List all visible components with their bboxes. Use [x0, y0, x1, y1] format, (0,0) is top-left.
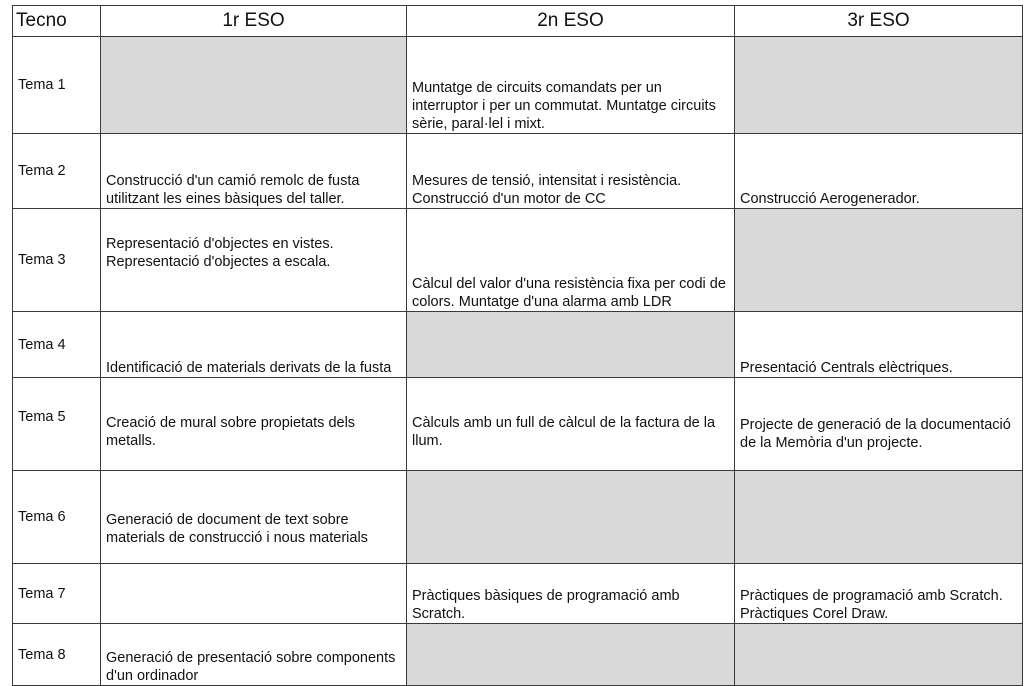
table-row [13, 209, 1023, 312]
table-cell: Presentació Centrals elèctriques. [735, 312, 1023, 378]
table-row [13, 624, 1023, 686]
row-label: Tema 6 [13, 471, 101, 564]
table-row [13, 564, 1023, 624]
table-cell: Mesures de tensió, intensitat i resistència. Construcció d'un motor de CC [407, 134, 735, 209]
row-label: Tema 8 [13, 624, 101, 686]
curriculum-table [12, 5, 1023, 686]
table-row [13, 37, 1023, 134]
row-label: Tema 7 [13, 564, 101, 624]
header-row [13, 6, 1023, 37]
table-row [13, 471, 1023, 564]
table-cell [735, 624, 1023, 686]
table-cell [735, 37, 1023, 134]
table-cell: Càlculs amb un full de càlcul de la factura de la llum. [407, 378, 735, 471]
table-cell [735, 471, 1023, 564]
column-header-1r-eso: 1r ESO [101, 6, 407, 37]
table-row [13, 312, 1023, 378]
table-cell: Projecte de generació de la documentació de la Memòria d'un projecte. [735, 378, 1023, 471]
table-cell: Generació de document de text sobre materials de construcció i nous materials [101, 471, 407, 564]
row-label: Tema 5 [13, 378, 101, 471]
table-cell [407, 471, 735, 564]
table-cell: Identificació de materials derivats de la fusta [101, 312, 407, 378]
table-cell [735, 209, 1023, 312]
table-cell: Representació d'objectes en vistes. Representació d'objectes a escala. [101, 209, 407, 312]
table-cell: Construcció d'un camió remolc de fusta utilitzant les eines bàsiques del taller. [101, 134, 407, 209]
table-row [13, 134, 1023, 209]
table-cell: Muntatge de circuits comandats per un interruptor i per un commutat. Muntatge circuits sèrie, paral·lel i mixt. [407, 37, 735, 134]
column-header-3r-eso: 3r ESO [735, 6, 1023, 37]
table-cell [407, 312, 735, 378]
table-row [13, 378, 1023, 471]
table-cell: Creació de mural sobre propietats dels metalls. [101, 378, 407, 471]
corner-label: Tecno [13, 6, 101, 37]
column-header-2n-eso: 2n ESO [407, 6, 735, 37]
table-cell: Pràctiques bàsiques de programació amb Scratch. [407, 564, 735, 624]
table-cell: Pràctiques de programació amb Scratch. Pràctiques Corel Draw. [735, 564, 1023, 624]
table-cell [407, 624, 735, 686]
row-label: Tema 2 [13, 134, 101, 209]
table-cell [101, 564, 407, 624]
table-cell: Construcció Aerogenerador. [735, 134, 1023, 209]
row-label: Tema 4 [13, 312, 101, 378]
table-cell: Càlcul del valor d'una resistència fixa per codi de colors. Muntatge d'una alarma amb LDR [407, 209, 735, 312]
table-cell [101, 37, 407, 134]
table-cell: Generació de presentació sobre components d'un ordinador [101, 624, 407, 686]
row-label: Tema 1 [13, 37, 101, 134]
row-label: Tema 3 [13, 209, 101, 312]
